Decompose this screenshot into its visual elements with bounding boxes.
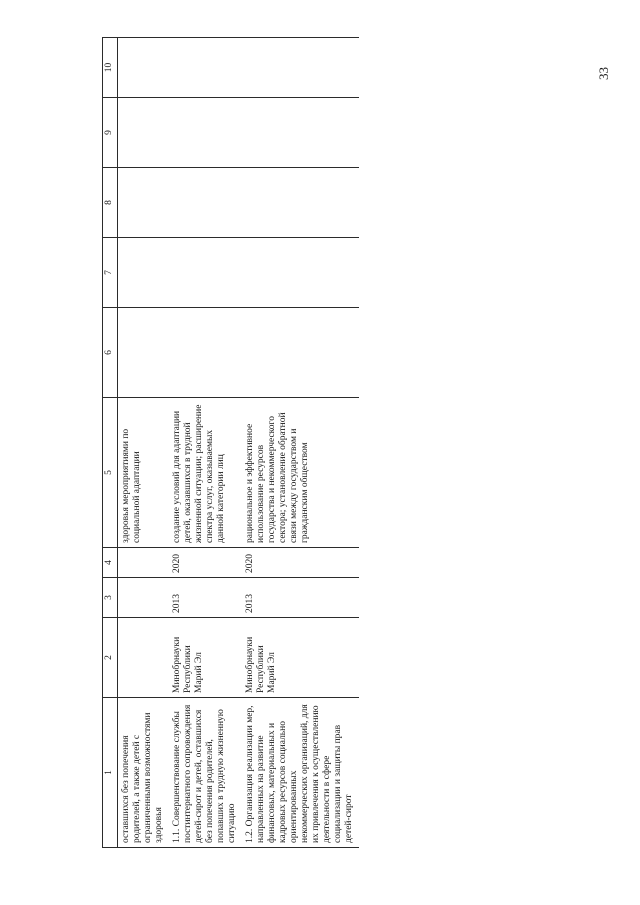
column-header: 1 xyxy=(103,698,118,848)
column-header: 8 xyxy=(103,168,118,238)
column-header: 7 xyxy=(103,238,118,308)
empty-cell xyxy=(118,308,170,398)
empty-cell xyxy=(169,308,242,398)
column-header: 3 xyxy=(103,578,118,618)
column-header: 10 xyxy=(103,38,118,98)
column-header: 9 xyxy=(103,98,118,168)
start-year-cell: 2013 xyxy=(169,578,242,618)
start-year-cell xyxy=(118,578,170,618)
column-header: 4 xyxy=(103,548,118,578)
measure-name-cell: 1.2. Организация реализации мер, направленных на развитие финансовых, материальных и кадровых ресурсов социально ориентированных некоммерческих организаций, для их привлечения к осуществлению деятельности в сфере социализации и защиты прав детей-сирот xyxy=(242,698,359,848)
empty-cell xyxy=(242,238,359,308)
empty-cell xyxy=(118,98,170,168)
program-measures-table xyxy=(102,37,359,848)
column-header: 2 xyxy=(103,618,118,698)
responsible-cell xyxy=(118,618,170,698)
empty-cell xyxy=(169,38,242,98)
page-number: 33 xyxy=(596,67,611,80)
empty-cell xyxy=(118,238,170,308)
empty-cell xyxy=(242,98,359,168)
end-year-cell: 2020 xyxy=(169,548,242,578)
table-header-row xyxy=(103,38,118,848)
empty-cell xyxy=(242,168,359,238)
empty-cell xyxy=(242,308,359,398)
expected-result-cell: создание условий для адаптации детей, оказавшихся в трудной жизненной ситуации; расширение спектра услуг, оказываемых данной категории лиц xyxy=(169,398,242,548)
table-row xyxy=(118,38,170,848)
measure-name-cell: 1.1. Совершенствование службы постинтернатного сопровождения детей-сирот и детей, оставшихся без попечения родителей, попавших в трудную жизненную ситуацию xyxy=(169,698,242,848)
column-header: 5 xyxy=(103,398,118,548)
rotated-table-wrapper xyxy=(102,38,524,848)
column-header: 6 xyxy=(103,308,118,398)
responsible-cell: Минобрнауки Республики Марий Эл xyxy=(242,618,359,698)
end-year-cell xyxy=(118,548,170,578)
end-year-cell: 2020 xyxy=(242,548,359,578)
table-row xyxy=(242,38,359,848)
empty-cell xyxy=(169,168,242,238)
expected-result-cell: здоровья мероприятиями по социальной адаптации xyxy=(118,398,170,548)
empty-cell xyxy=(169,238,242,308)
empty-cell xyxy=(118,168,170,238)
empty-cell xyxy=(242,38,359,98)
table-row xyxy=(169,38,242,848)
start-year-cell: 2013 xyxy=(242,578,359,618)
expected-result-cell: рациональное и эффективное использование ресурсов государства и некоммерческого сектора; установление обратной связи между государством и гражданским обществом xyxy=(242,398,359,548)
empty-cell xyxy=(169,98,242,168)
empty-cell xyxy=(118,38,170,98)
measure-name-cell: оставшихся без попечения родителей, а также детей с ограниченными возможностями здоровья xyxy=(118,698,170,848)
responsible-cell: Минобрнауки Республики Марий Эл xyxy=(169,618,242,698)
